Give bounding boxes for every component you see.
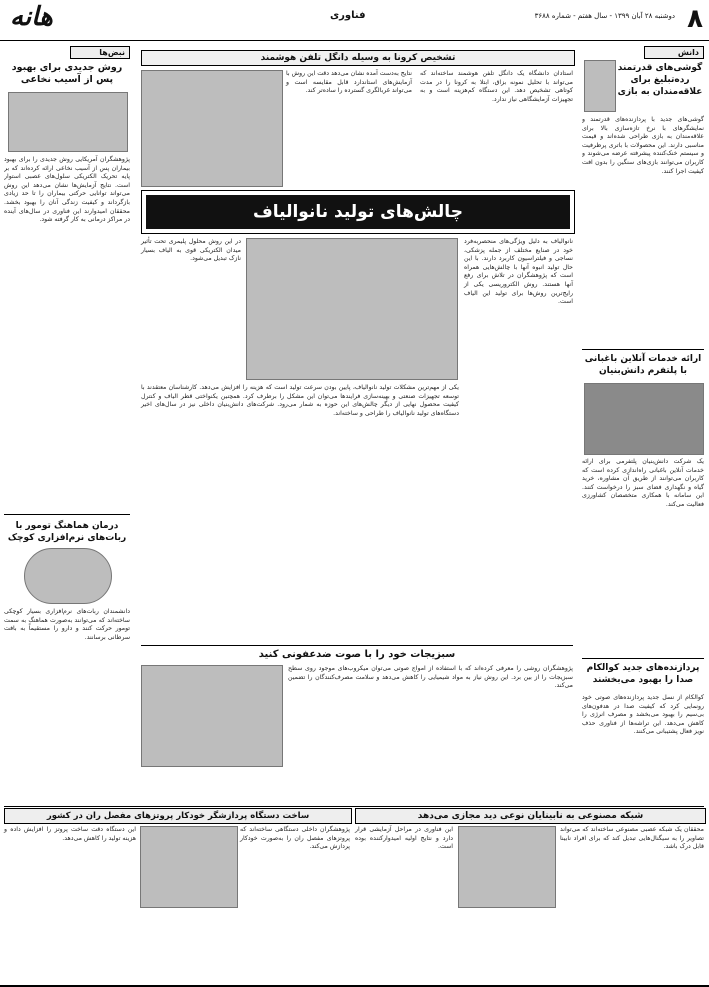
main-story-title: چالش‌های تولید نانوالیاف <box>146 195 570 229</box>
story-body: این فناوری در مراحل آزمایشی قرار دارد و نتایج اولیه امیدوارکننده بوده است. <box>355 826 453 851</box>
dongle-photo <box>141 70 283 187</box>
story-title: روش جدیدی برای بهبود پس از آسیب نخاعی <box>11 62 123 85</box>
story-title: شبکه مصنوعی به نابینایان نوعی دید مجازی می‌دهد <box>417 811 644 821</box>
story-title: ساخت دستگاه پردازشگر خودکار پروتزهای مفصل ران در کشور <box>46 811 310 821</box>
vegetable-photo <box>141 665 283 767</box>
story-title: پردازنده‌های جدید کوالکام صدا را بهبود می‌بخشند <box>586 663 700 685</box>
bottom-right-title-bar <box>355 808 706 824</box>
story-body: یکی از مهم‌ترین مشکلات تولید نانوالیاف، پایین بودن سرعت تولید است که هزینه را افزایش می‌دهد. کارشناسان معتقدند با توسعه تجهیزات صنعتی و بهینه‌سازی فرایندها می‌توان این مشکل را برطرف کرد. همچنین یکنواختی قطر الیاف و کنترل کیفیت محصول نهایی از دیگر چالش‌های این حوزه به شمار می‌رود. شرکت‌های دانش‌بنیان داخلی نیز در سال‌های اخیر دستگاه‌های تولید نانوالیاف را طراحی و ساخته‌اند. <box>141 384 459 417</box>
story-body: پژوهشگران آمریکایی روش جدیدی را برای بهبود بیماران پس از آسیب نخاعی ارائه کرده‌اند که بر پایه تحریک الکتریکی سلول‌های عصبی استوار است. نتایج آزمایش‌ها نشان می‌دهد این روش می‌تواند توانایی حرکتی بیماران را تا حد زیادی بازگرداند و کیفیت زندگی آنان را بهبود بخشد. محققان امیدوارند این فناوری در سال‌های آینده در مراکز درمانی به کار گرفته شود. <box>4 156 130 224</box>
garden-photo <box>584 383 704 455</box>
sensor-photo <box>458 826 556 908</box>
robot-photo <box>24 548 112 604</box>
page-number: ۸ <box>687 4 703 34</box>
newspaper-logo: هانه <box>10 2 53 32</box>
main-story-banner <box>141 190 575 234</box>
story-title: سبزیجات خود را با صوت ضدعفونی کنید <box>258 649 456 660</box>
nanofiber-photo <box>246 238 458 380</box>
story-title: تشخیص کرونا به وسیله دانگل تلفن هوشمند <box>260 53 456 63</box>
story-body: پژوهشگران روشی را معرفی کرده‌اند که با استفاده از امواج صوتی می‌توان میکروب‌های موجود روی سطح سبزیجات را از بین برد. این روش نیاز به مواد شیمیایی را کاهش می‌دهد و سلامت مصرف‌کنندگان را تضمین می‌کند. <box>288 665 573 690</box>
page-header <box>0 0 709 41</box>
sidebar-tag: دانش <box>644 46 704 59</box>
story-body: دانشمندان ربات‌های نرم‌افزاری بسیار کوچکی ساخته‌اند که می‌توانند به‌صورت هماهنگ به سمت تومور حرکت کنند و دارو را مستقیماً به بافت سرطانی برسانند. <box>4 608 130 641</box>
top-story-title-bar <box>141 50 575 66</box>
story-body: محققان یک شبکه عصبی مصنوعی ساخته‌اند که می‌تواند تصاویر را به سیگنال‌هایی تبدیل کند که برای افراد نابینا قابل درک باشد. <box>560 826 704 851</box>
story-body: یک شرکت دانش‌بنیان پلتفرمی برای ارائه خدمات آنلاین باغبانی راه‌اندازی کرده است که کاربران می‌توانند از طریق آن مشاوره، خرید گیاه و نگهداری فضای سبز را درخواست کنند. این سامانه با همکاری متخصصان کشاورزی فعالیت می‌کند. <box>582 458 704 508</box>
lab-photo <box>8 92 128 152</box>
left-sidebar <box>4 46 130 806</box>
sidebar-tag: نبض‌ها <box>70 46 130 59</box>
phone-photo <box>584 60 616 112</box>
story-body: استادان دانشگاه یک دانگل تلفن هوشمند ساخته‌اند که می‌تواند با تحلیل نمونه بزاق، ابتلا به کرونا را در مدت کوتاهی تشخیص دهد. این دستگاه کم‌هزینه است و به تجهیزات آزمایشگاهی نیاز ندارد. <box>420 70 573 103</box>
story-body: نانوالیاف به دلیل ویژگی‌های منحصربه‌فرد خود در صنایع مختلف از جمله پزشکی، نساجی و فیلتراسیون کاربرد دارند. با این حال تولید انبوه آنها با چالش‌هایی همراه است که پژوهشگران در تلاش برای رفع آنها هستند. روش الکتروریسی یکی از رایج‌ترین روش‌ها برای تولید این الیاف است. <box>464 238 573 306</box>
prosthesis-photo <box>140 826 238 908</box>
story-body: گوشی‌های جدید با پردازنده‌های قدرتمند و نمایشگرهای با نرخ تازه‌سازی بالا برای علاقه‌مندان به بازی طراحی شده‌اند و قیمت مناسبی دارند. این محصولات با باتری پرظرفیت و سیستم خنک‌کننده پیشرفته عرضه می‌شوند و کاربران می‌توانند بازی‌های سنگین را بدون افت کیفیت اجرا کنند. <box>582 116 704 175</box>
story-title: ارائه خدمات آنلاین باغبانی با پلتفرم دانش‌بنیان <box>584 354 702 376</box>
story-body: پژوهشگران داخلی دستگاهی ساخته‌اند که پروتزهای مفصل ران را به‌صورت خودکار پردازش می‌کند. <box>240 826 350 851</box>
story-body: این دستگاه دقت ساخت پروتز را افزایش داده و هزینه تولید را کاهش می‌دهد. <box>4 826 136 842</box>
story-title: درمان هماهنگ تومور با ربات‌های نرم‌افزاری کوچک <box>7 521 127 543</box>
story-body: کوالکام از نسل جدید پردازنده‌های صوتی خود رونمایی کرد که کیفیت صدا در هدفون‌های بی‌سیم را بهبود می‌بخشد و مصرف انرژی را کاهش می‌دهد. این تراشه‌ها از فناوری حذف نویز فعال پشتیبانی می‌کنند. <box>582 694 704 736</box>
date-line: دوشنبه ۲۸ آبان ۱۳۹۹ - سال هفتم - شماره ۳۶۸۸ <box>534 12 675 20</box>
story-body: نتایج به‌دست آمده نشان می‌دهد دقت این روش با آزمایش‌های استاندارد قابل مقایسه است و می‌تواند غربالگری گسترده را ساده‌تر کند. <box>286 70 412 95</box>
story-title: گوشی‌های قدرتمند رده‌تبلیغ برای علاقه‌مندان به بازی <box>617 63 703 97</box>
story-body: در این روش محلول پلیمری تحت تأثیر میدان الکتریکی قوی به الیاف بسیار نازک تبدیل می‌شود. <box>141 238 241 263</box>
section-name: فناوری <box>330 10 366 21</box>
bottom-left-title-bar <box>4 808 352 824</box>
